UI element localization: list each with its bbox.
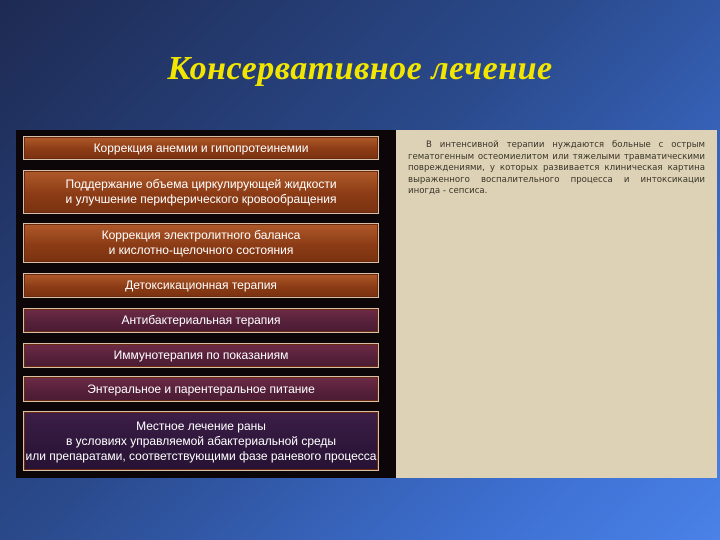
treatment-item-local-wound-care xyxy=(23,411,379,471)
note-panel xyxy=(396,130,717,478)
treatment-item-line: Детоксикационная терапия xyxy=(125,278,277,292)
treatment-item-detoxification xyxy=(23,273,379,298)
treatment-item-line: Коррекция анемии и гипопротеинемии xyxy=(93,140,309,155)
treatment-item-line: Коррекция электролитного баланса xyxy=(101,228,301,242)
treatment-item-line: Поддержание объема циркулирующей жидкости xyxy=(65,177,337,191)
treatment-item-line: Энтеральное и парентеральное питание xyxy=(87,381,315,396)
treatment-item-line: Местное лечение раны xyxy=(136,418,266,433)
treatment-list-panel xyxy=(16,130,396,478)
treatment-item-anemia-correction xyxy=(23,136,379,160)
treatment-item-line: и улучшение периферического кровообращения xyxy=(65,192,337,206)
treatment-item-electrolyte-balance xyxy=(23,223,379,263)
slide-title: Консервативное лечение xyxy=(167,50,553,87)
treatment-item-antibacterial xyxy=(23,308,379,333)
treatment-item-circulation xyxy=(23,170,379,214)
treatment-item-line: и кислотно-щелочного состояния xyxy=(108,243,294,257)
treatment-item-nutrition xyxy=(23,376,379,402)
treatment-item-line: или препаратами, соответствующими фазе раневого процесса xyxy=(25,448,377,463)
treatment-item-line: Антибактериальная терапия xyxy=(121,313,281,327)
treatment-item-immunotherapy xyxy=(23,343,379,368)
treatment-item-line: в условиях управляемой абактериальной среды xyxy=(65,433,337,448)
treatment-item-line: Иммунотерапия по показаниям xyxy=(113,348,289,362)
note-text: В интенсивной терапии нуждаются больные с острым гематогенным остеомиелитом или тяжелыми травматическими повреждениями, у которых развивается клиническая картина выраженного воспалительного процесса и интоксикации иногда - сепсиса. xyxy=(408,140,705,196)
